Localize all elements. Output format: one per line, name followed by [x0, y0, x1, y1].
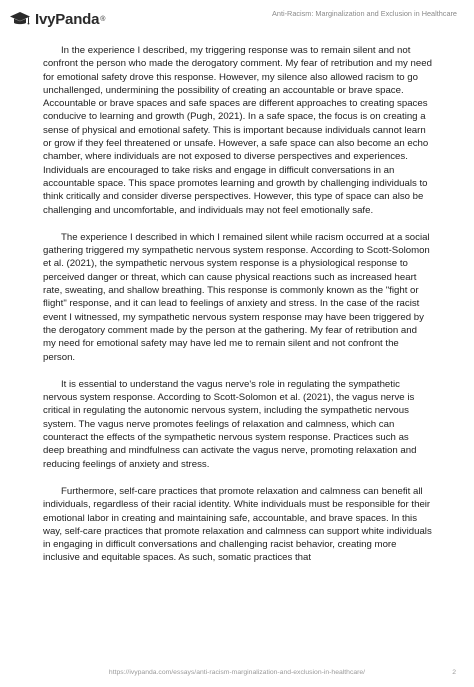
page-header: [0, 0, 474, 36]
brand-name: IvyPanda: [35, 10, 100, 28]
essay-body: [43, 44, 432, 579]
graduation-cap-icon: [9, 10, 31, 28]
footer-url[interactable]: https://ivypanda.com/essays/anti-racism-marginalization-and-exclusion-in-healthcare/: [108, 669, 366, 676]
paragraph: Furthermore, self-care practices that promote relaxation and calmness can benefit all individuals, regardless of their racial identity. White individuals must be responsible for their emotional labor in creating and maintaining safe, accountable, and brave spaces. In this way, self-care practices that promote relaxation and calmness can support white individuals in engaging in difficult conversations and challenging racist behavior, creating more inclusive and equitable spaces. As such, somatic practices that: [43, 485, 432, 564]
document-title: Anti-Racism: Marginalization and Exclusion in Healthcare: [272, 9, 457, 18]
page-number: 2: [452, 669, 456, 676]
paragraph: The experience I described in which I remained silent while racism occurred at a social gathering triggered my sympathetic nervous system response. According to Scott-Solomon et al. (2021), the sympathetic nervous system response is a physiological response to perceived danger or threat, which can cause physical reactions such as increased heart rate, sweating, and shallow breathing. This response is commonly known as the "fight or flight" response, and it can lead to feelings of anxiety and stress. In the case of the racist event I witnessed, my sympathetic nervous system response may have been triggered by the derogatory comment made by the person at the gathering. My fear of retribution and my need for emotional safety may have led me to remain silent and not confront the person.: [43, 231, 430, 363]
registered-mark: ®: [100, 15, 106, 23]
ivypanda-logo[interactable]: [9, 8, 105, 30]
paragraph: In the experience I described, my triggering response was to remain silent and not confront the person who made the derogatory comment. My fear of retribution and my need for emotional safety drove this response. However, my silence also allowed racism to go unchallenged, undermining the possibility of creating an accountable or brave space. Accountable or brave spaces and safe spaces are different approaches to creating spaces conducive to learning and growth (Pugh, 2021). In a safe space, the focus is on creating a sense of physical and emotional safety. This is important because individuals cannot learn or grow if they feel threatened or unsafe. However, a safe space can also become an echo chamber, where individuals are not exposed to diverse perspectives and experiences. Individuals are encouraged to take risks and engage in difficult conversations in an accountable space. This space promotes learning and growth by challenging individuals to think critically and consider diverse perspectives. However, this type of space can also be challenging and uncomfortable, and individuals may not feel emotionally safe.: [43, 45, 432, 216]
paragraph: It is essential to understand the vagus nerve's role in regulating the sympathetic nervous system response. According to Scott-Solomon et al. (2021), the vagus nerve is critical in regulating the autonomic nervous system, including the sympathetic nervous system. The vagus nerve promotes feelings of relaxation and calmness, which can counteract the effects of the sympathetic nervous system response. Practices such as deep breathing and mindfulness can activate the vagus nerve, promoting relaxation and reducing feelings of anxiety and stress.: [43, 378, 417, 470]
